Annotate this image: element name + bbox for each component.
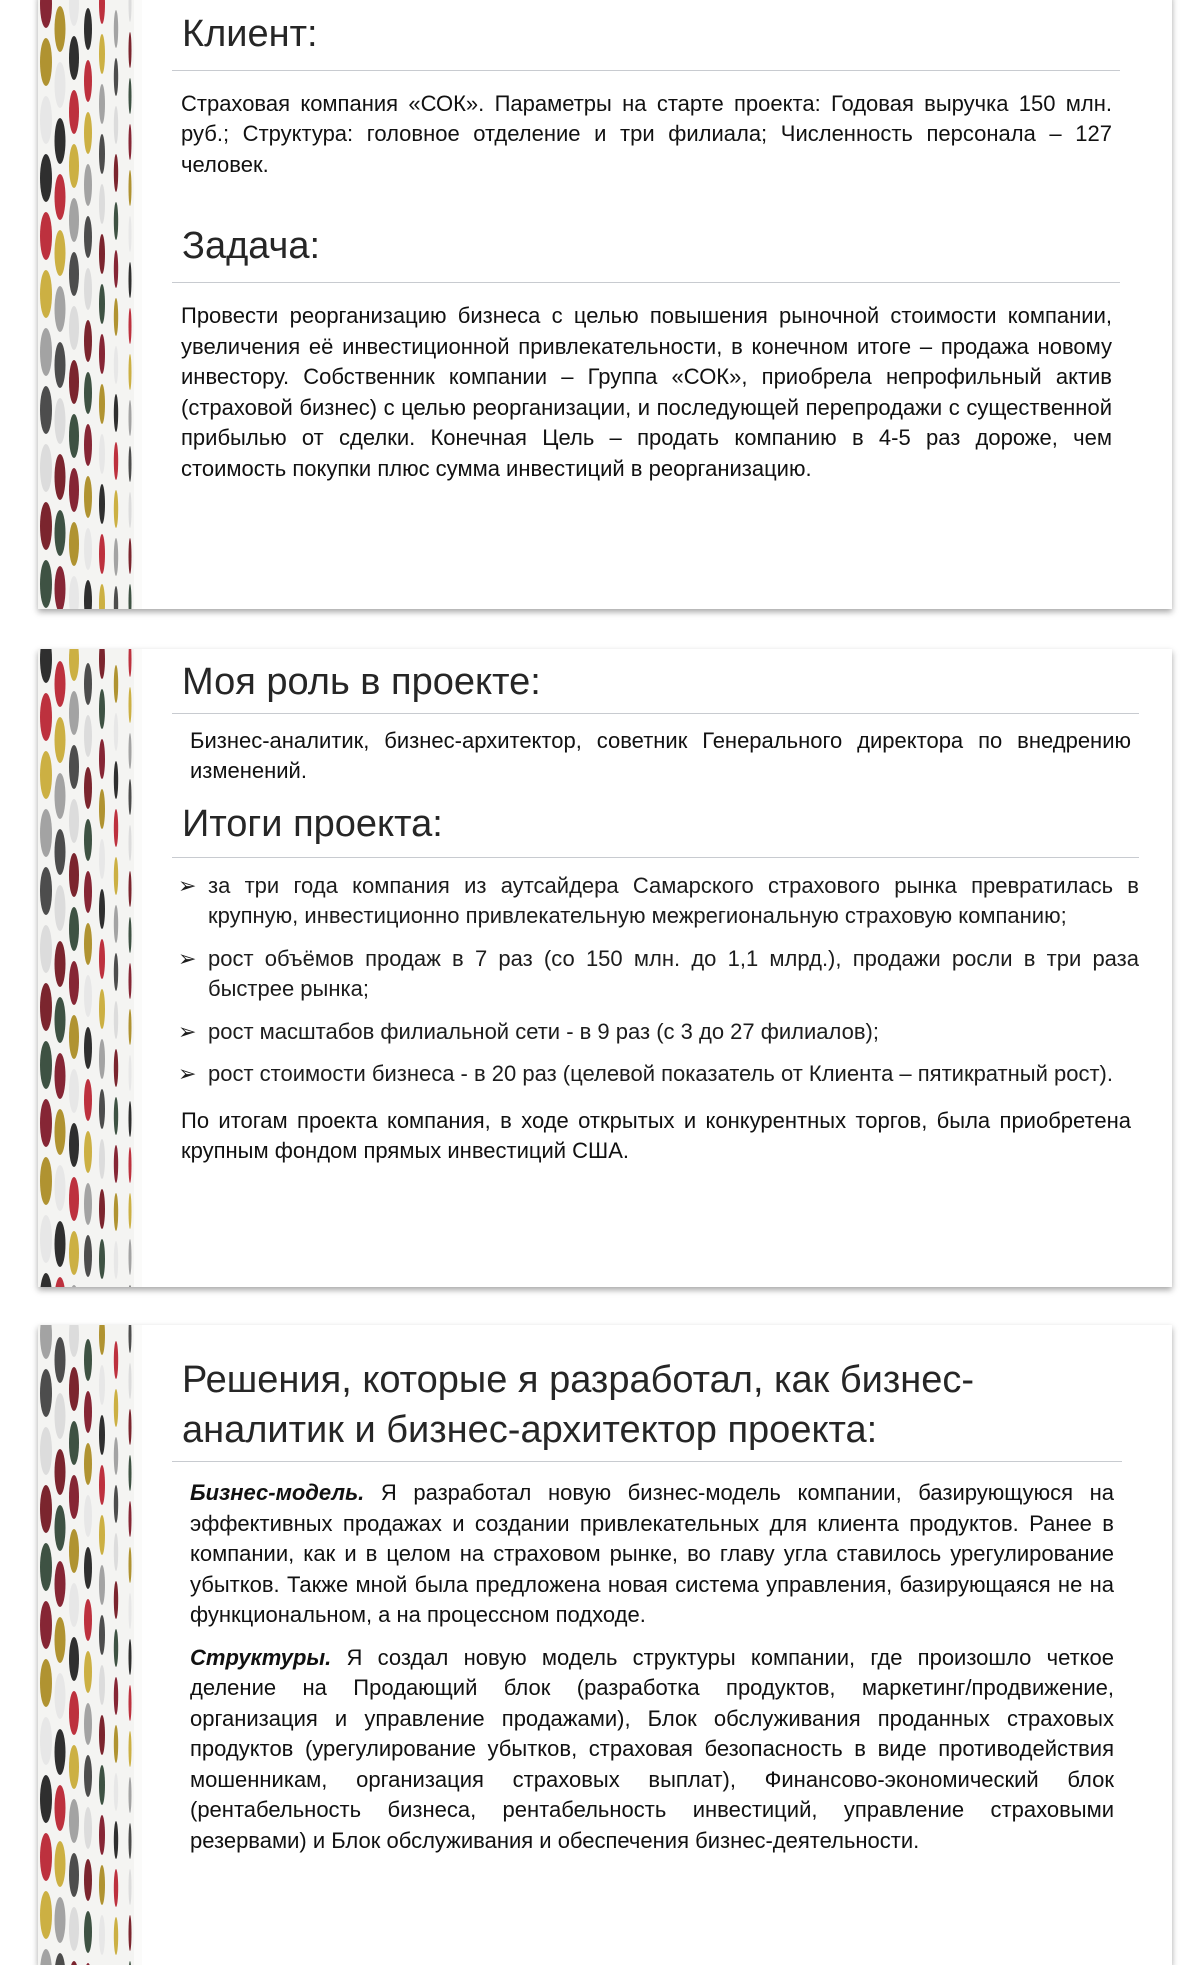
business-model-paragraph <box>172 1478 1122 1631</box>
results-list <box>172 871 1139 1090</box>
slide-content <box>172 649 1139 1167</box>
role-text: Бизнес-аналитик, бизнес-архитектор, советник Генерального директора по внедрению изменений. <box>190 727 1131 784</box>
slide-role-results <box>38 649 1172 1287</box>
list-item <box>172 871 1139 932</box>
arrow-bullet-icon: ➢ <box>178 872 197 898</box>
structure-text: Я создал новую модель структуры компании, где произошло четкое деление на Продающий блок (разработка продуктов, маркетинг/продвижение, организация и управление продажами), Блок обслуживания проданных страховых продуктов (урегулирование убытков, страховая безопасность в виде противодействия мошенникам, организация страховых выплат), Финансово-экономический блок (рентабельность бизнеса, рентабельность инвестиций, управление страховыми резервами) и Блок обслуживания и обеспечения бизнес-деятельности. <box>190 1644 1114 1853</box>
task-heading: Задача: <box>182 225 321 268</box>
result-text: рост масштабов филиальной сети - в 9 раз (с 3 до 27 филиалов); <box>208 1018 879 1044</box>
solutions-heading: Решения, которые я разработал, как бизнес-аналитик и бизнес-архитектор проекта: <box>182 1359 975 1451</box>
role-heading: Моя роль в проекте: <box>182 661 541 703</box>
business-model-text: Я разработал новую бизнес-модель компании, базирующуюся на эффективных продажах и создании привлекательных для клиента продуктов. Ранее в компании, как и в целом на страховом рынке, во главу угла ставилось урегулирование убытков. Также мной была предложена новая система управления, базирующаяся не на функциональном, а на процессном подходе. <box>190 1480 1114 1627</box>
arrow-bullet-icon: ➢ <box>178 1061 197 1087</box>
decorative-dots-strip <box>38 1325 142 1965</box>
list-item <box>172 1017 1139 1048</box>
structure-lead: Структуры. <box>190 1644 332 1670</box>
business-model-lead: Бизнес-модель. <box>190 1480 365 1505</box>
decorative-dots-strip <box>38 0 142 609</box>
result-text: за три года компания из аутсайдера Самарского страхового рынка превратилась в крупную, инвестиционно привлекательную межрегиональную страховую компанию; <box>208 872 1139 929</box>
arrow-bullet-icon: ➢ <box>178 945 197 971</box>
slide-content <box>172 1325 1122 1856</box>
list-item <box>172 944 1139 1005</box>
task-text: Провести реорганизацию бизнеса с целью повышения рыночной стоимости компании, увеличения её инвестиционной привлекательности, в конечном итоге – продажа новому инвестору. Собственник компании – Группа «СОК», приобрела непрофильный актив (страховой бизнес) с целью реорганизации, и последующей перепродажи с существенной прибылью от сделки. Конечная Цель – продать компанию в 4-5 раз дороже, чем стоимость покупки плюс сумма инвестиций в реорганизацию. <box>181 303 1112 481</box>
decorative-dots-strip <box>38 649 142 1287</box>
closing-text: По итогам проекта компания, в ходе открытых и конкурентных торгов, была приобретена крупным фондом прямых инвестиций США. <box>181 1107 1131 1164</box>
client-text: Страховая компания «СОК». Параметры на старте проекта: Годовая выручка 150 млн. руб.; Структура: головное отделение и три филиала; Численность персонала – 127 человек. <box>181 90 1112 177</box>
slide-content <box>172 0 1120 484</box>
list-item <box>172 1059 1139 1090</box>
client-heading: Клиент: <box>182 13 318 55</box>
results-heading: Итоги проекта: <box>182 802 443 845</box>
result-text: рост стоимости бизнеса - в 20 раз (целевой показатель от Клиента – пятикратный рост). <box>208 1061 1113 1087</box>
slide-client-task <box>38 0 1172 609</box>
slide-solutions <box>38 1325 1172 1965</box>
arrow-bullet-icon: ➢ <box>178 1018 197 1044</box>
structure-paragraph <box>172 1643 1122 1857</box>
result-text: рост объёмов продаж в 7 раз (со 150 млн. до 1,1 млрд.), продажи росли в три раза быстрее рынка; <box>208 945 1139 1002</box>
